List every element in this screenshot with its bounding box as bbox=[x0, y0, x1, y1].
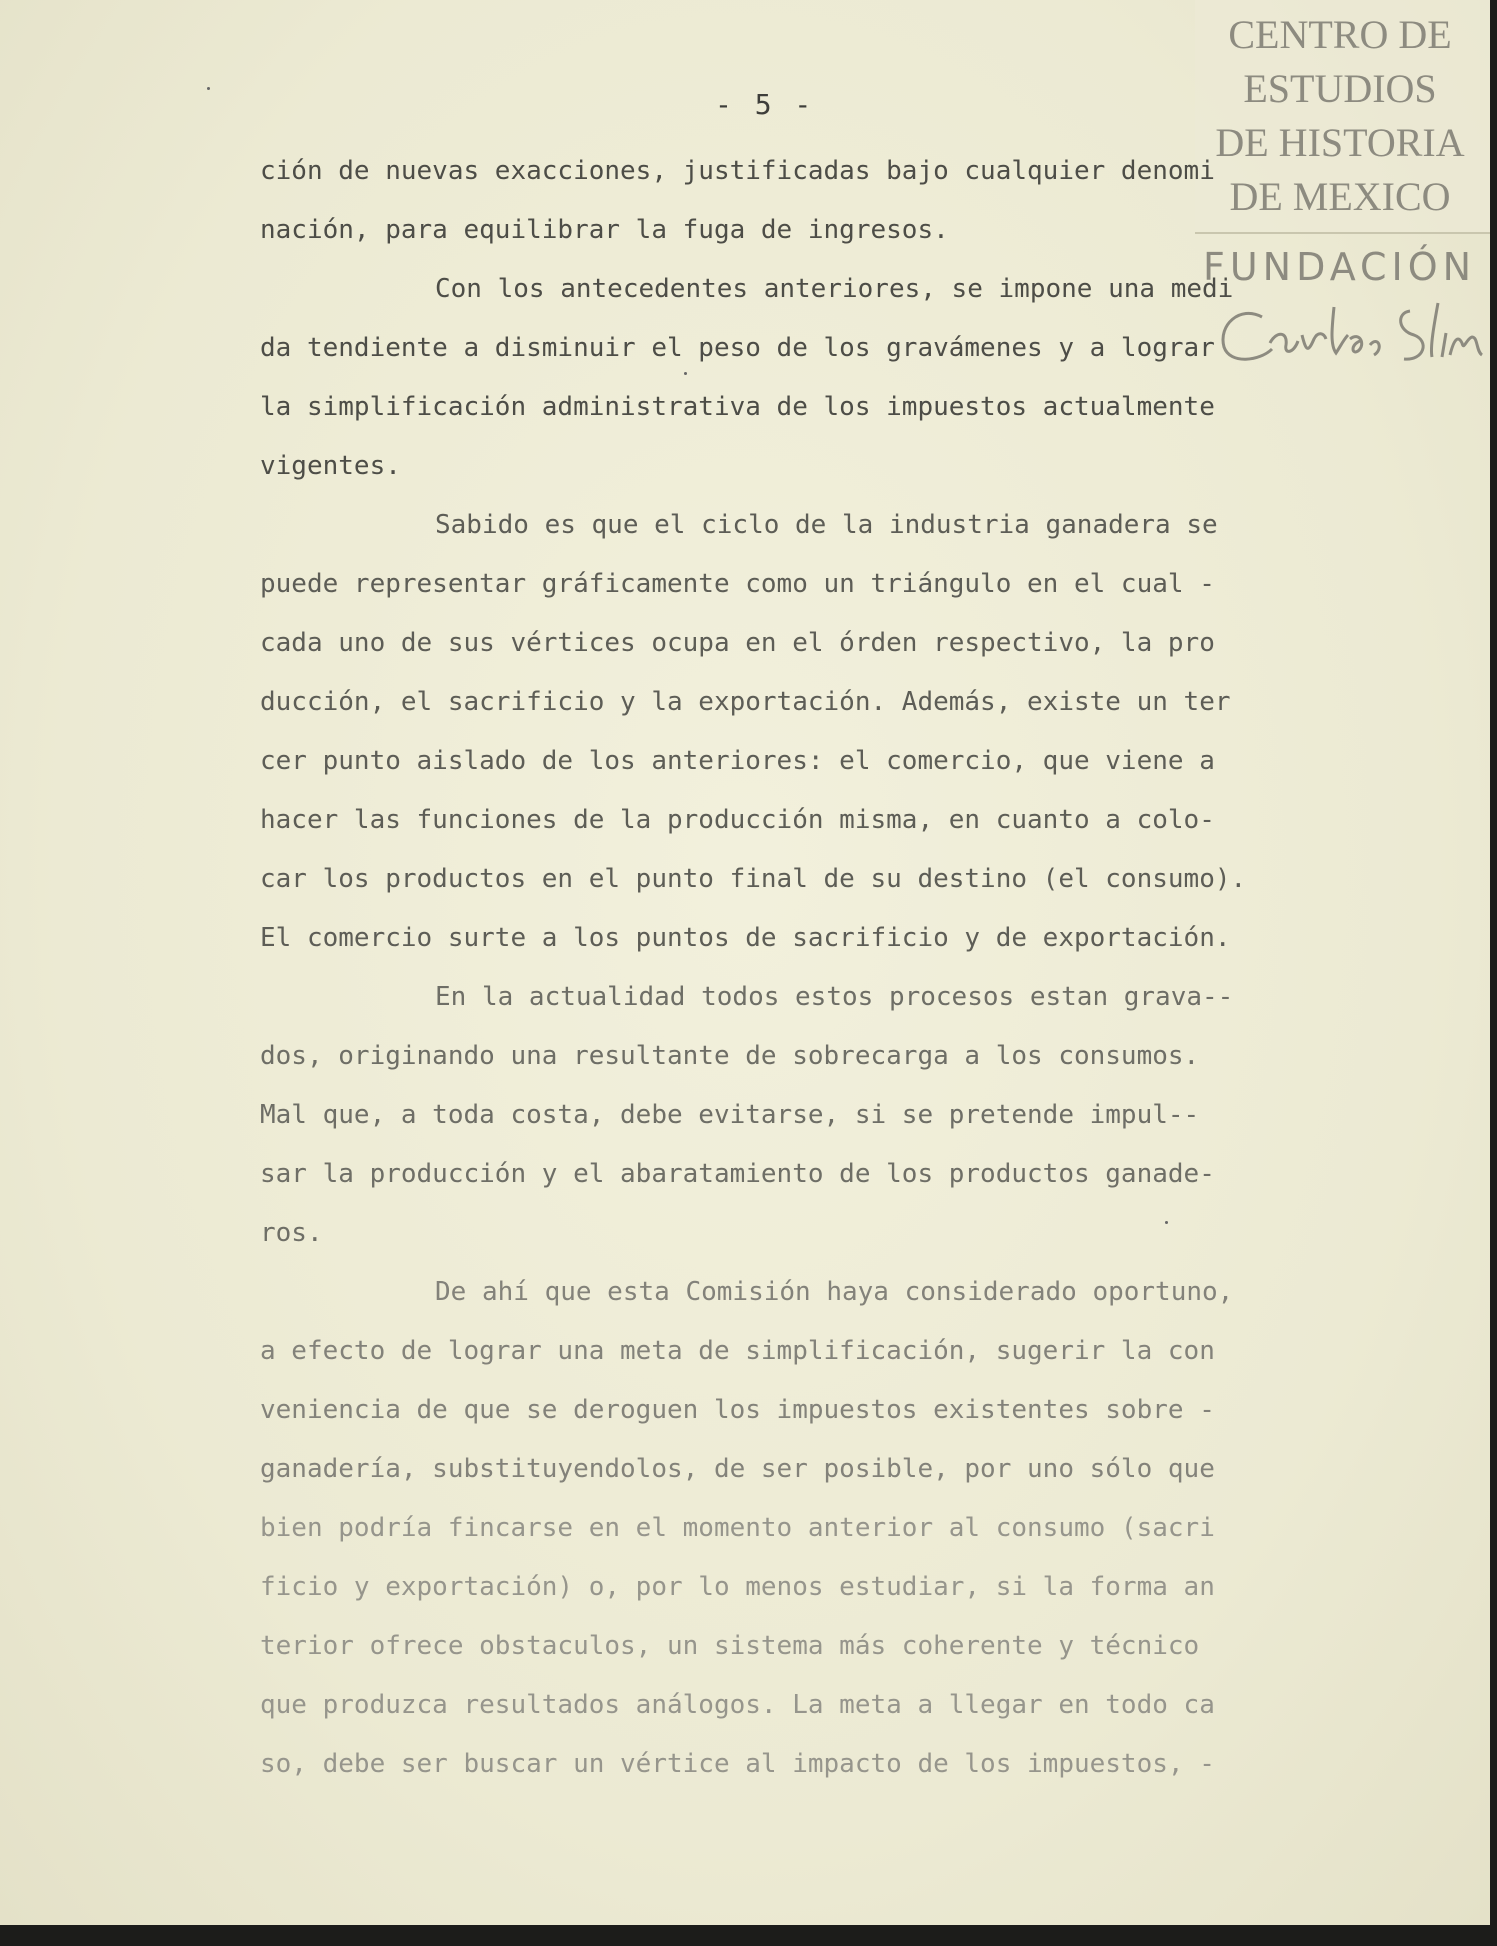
paper-speck bbox=[1165, 1221, 1168, 1224]
text-line: ducción, el sacrificio y la exportación. Además, existe un ter bbox=[260, 687, 1231, 717]
paper-speck bbox=[207, 87, 210, 90]
watermark-line: DE HISTORIA bbox=[1215, 120, 1465, 165]
document-body bbox=[260, 142, 1350, 1794]
text-line: a efecto de lograr una meta de simplificación, sugerir la con bbox=[260, 1336, 1215, 1366]
paragraph-1 bbox=[260, 142, 1350, 260]
text-line: Con los antecedentes anteriores, se impone una medi bbox=[435, 274, 1234, 304]
text-line: ción de nuevas exacciones, justificadas bajo cualquier denomi bbox=[260, 156, 1215, 186]
text-line: so, debe ser buscar un vértice al impacto de los impuestos, - bbox=[260, 1749, 1215, 1779]
text-line: terior ofrece obstaculos, un sistema más coherente y técnico bbox=[260, 1631, 1200, 1661]
text-line: vigentes. bbox=[260, 451, 401, 481]
text-line: bien podría fincarse en el momento anterior al consumo (sacri bbox=[260, 1513, 1215, 1543]
text-line: que produzca resultados análogos. La meta a llegar en todo ca bbox=[260, 1690, 1215, 1720]
paragraph-3 bbox=[260, 496, 1350, 968]
watermark-line: DE MEXICO bbox=[1229, 174, 1451, 219]
watermark-line: ESTUDIOS bbox=[1243, 66, 1437, 111]
text-line: El comercio surte a los puntos de sacrificio y de exportación. bbox=[260, 923, 1231, 953]
paragraph-5 bbox=[260, 1263, 1350, 1794]
text-line: puede representar gráficamente como un triángulo en el cual - bbox=[260, 569, 1215, 599]
text-line: la simplificación administrativa de los impuestos actualmente bbox=[260, 392, 1215, 422]
page-number: - 5 - bbox=[715, 88, 815, 121]
text-line: nación, para equilibrar la fuga de ingresos. bbox=[260, 215, 949, 245]
text-line: ros. bbox=[260, 1218, 323, 1248]
foundation-label: FUNDACIÓN bbox=[1203, 245, 1477, 289]
paragraph-4 bbox=[260, 968, 1350, 1263]
text-line: sar la producción y el abaratamiento de los productos ganade- bbox=[260, 1159, 1215, 1189]
scan-border-right bbox=[1490, 0, 1497, 1946]
paper-speck bbox=[684, 372, 687, 375]
text-line: Sabido es que el ciclo de la industria ganadera se bbox=[435, 510, 1218, 540]
text-line: dos, originando una resultante de sobrecarga a los consumos. bbox=[260, 1041, 1200, 1071]
scan-border-bottom bbox=[0, 1925, 1497, 1946]
text-line: ficio y exportación) o, por lo menos estudiar, si la forma an bbox=[260, 1572, 1215, 1602]
text-line: ganadería, substituyendolos, de ser posible, por uno sólo que bbox=[260, 1454, 1215, 1484]
text-line: car los productos en el punto final de su destino (el consumo). bbox=[260, 864, 1247, 894]
paragraph-2 bbox=[260, 260, 1350, 496]
text-line: De ahí que esta Comisión haya considerado oportuno, bbox=[435, 1277, 1234, 1307]
text-line: En la actualidad todos estos procesos estan grava-- bbox=[435, 982, 1234, 1012]
text-line: veniencia de que se deroguen los impuestos existentes sobre - bbox=[260, 1395, 1215, 1425]
watermark-line: CENTRO DE bbox=[1228, 12, 1452, 57]
text-line: cada uno de sus vértices ocupa en el órden respectivo, la pro bbox=[260, 628, 1215, 658]
text-line: Mal que, a toda costa, debe evitarse, si se pretende impul-- bbox=[260, 1100, 1200, 1130]
text-line: da tendiente a disminuir el peso de los gravámenes y a lograr bbox=[260, 333, 1215, 363]
text-line: cer punto aislado de los anteriores: el comercio, que viene a bbox=[260, 746, 1215, 776]
text-line: hacer las funciones de la producción misma, en cuanto a colo- bbox=[260, 805, 1215, 835]
